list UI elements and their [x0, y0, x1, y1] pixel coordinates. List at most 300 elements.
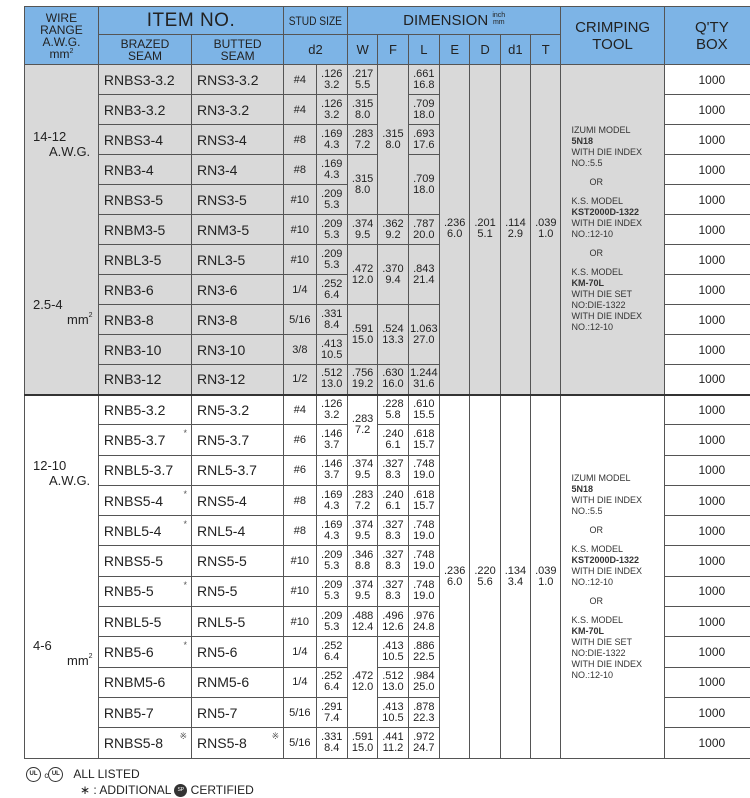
dim-inch: .496 [382, 609, 404, 622]
dim-mm: 5.3 [324, 228, 340, 241]
dim-f [378, 607, 408, 637]
qty-per-box: 1000 [664, 607, 750, 637]
dim-mm: 18.0 [413, 183, 435, 196]
dim-inch: .972 [413, 730, 435, 743]
header-text: BUTTED [213, 36, 262, 51]
dim-w [347, 637, 377, 728]
header-text: A.W.G. [42, 34, 81, 49]
dim-w [347, 365, 377, 395]
qty-per-box: 1000 [664, 65, 750, 95]
dim-f [378, 245, 408, 305]
dim-f [378, 576, 408, 606]
dim-inch: .370 [382, 262, 404, 275]
or-text: OR [589, 595, 603, 606]
tool-name: KM-70L [571, 625, 604, 636]
dim-mm: 15.7 [413, 438, 435, 451]
dim-mm: 3.2 [324, 408, 340, 421]
dim-inch: .252 [321, 640, 343, 653]
part-number: RNB3-8 [103, 311, 154, 328]
stud-size-header [284, 7, 348, 35]
header-text: SEAM [127, 48, 162, 63]
mm-range [33, 638, 93, 668]
tool-detail: NO.:5.5 [571, 158, 603, 169]
dim-value [413, 69, 434, 91]
dim-mm: 27.0 [413, 333, 435, 346]
crimping-tool-header [561, 7, 664, 65]
unit-mm: mm [492, 19, 505, 26]
dim-inch: .114 [505, 217, 526, 230]
header-text: mm [49, 46, 70, 61]
dim-mm: 18.0 [413, 108, 435, 121]
qty-per-box: 1000 [664, 185, 750, 215]
crimping-tool-cell [561, 395, 664, 759]
ul-logo-icon: UL [26, 767, 41, 782]
dim-value [352, 368, 373, 390]
dim-mm: 15.0 [351, 741, 374, 754]
stud-size: #8 [284, 485, 316, 515]
stud-size: 1/2 [284, 365, 316, 395]
dim-inch: .209 [321, 579, 343, 592]
dim-inch: 1.244 [410, 367, 438, 380]
tool-detail: WITH DIE INDEX [571, 147, 642, 158]
part-number: RNBS3-4 [103, 131, 164, 148]
dim-mm: 4.3 [324, 168, 340, 181]
dim-mm: 10.5 [382, 651, 404, 664]
butted-seam-part [192, 95, 284, 125]
stud-size: #4 [284, 395, 316, 425]
dim-value [535, 566, 556, 588]
part-number: RNS5-8 [197, 734, 247, 751]
butted-seam-part [192, 485, 284, 515]
or-text: OR [589, 524, 603, 535]
brazed-seam-part [98, 697, 191, 727]
brazed-seam-part [98, 395, 191, 425]
mark-icon: ※ [271, 731, 280, 742]
dim-value [413, 732, 434, 754]
dim-inch: .591 [351, 730, 374, 743]
part-number: RNB5-3.7 [103, 431, 166, 448]
qty-per-box: 1000 [664, 546, 750, 576]
dim-inch: .441 [382, 730, 404, 743]
dim-value [321, 429, 342, 451]
dim-mm: 6.4 [324, 288, 340, 301]
dim-inch: .236 [443, 564, 466, 577]
header-text: WIRE [45, 10, 78, 25]
dim-l [408, 125, 439, 155]
dim-f [378, 546, 408, 576]
stud-size: 5/16 [284, 305, 316, 335]
dim-mm: 19.2 [351, 378, 374, 391]
dim-mm: 8.8 [354, 560, 371, 573]
dim-inch: .748 [413, 579, 435, 592]
mark-icon: * [183, 519, 188, 530]
d2-value [316, 395, 347, 425]
dim-mm: 7.4 [324, 711, 340, 724]
dim-w [347, 485, 377, 515]
brazed-seam-part [98, 485, 191, 515]
stud-size: #10 [284, 215, 316, 245]
dim-value [352, 611, 373, 633]
part-number: RN3-10 [197, 341, 246, 358]
dim-inch: .618 [413, 488, 435, 501]
dim-l [408, 667, 439, 697]
header-text: CRIMPING [575, 18, 651, 36]
d2-value [316, 576, 347, 606]
dim-l [408, 395, 439, 425]
dim-value [352, 69, 373, 91]
brazed-seam-part [98, 607, 191, 637]
dim-value [413, 671, 434, 693]
dim-inch: .362 [382, 217, 404, 230]
dim-value [382, 702, 403, 724]
stud-size: 1/4 [284, 637, 316, 667]
part-number: RNB3-10 [103, 341, 162, 358]
stud-size: #6 [284, 425, 316, 455]
tool-detail: NO.:12-10 [571, 229, 613, 240]
dim-mm: 21.4 [413, 273, 435, 286]
qty-per-box: 1000 [664, 728, 750, 758]
dim-inch: .488 [351, 609, 374, 622]
stud-size: #8 [284, 125, 316, 155]
dim-mm: 16.0 [382, 378, 404, 391]
dim-value [321, 368, 342, 390]
dim-d [470, 65, 500, 395]
d2-value [316, 516, 347, 546]
col-header-f: F [378, 35, 408, 65]
dim-l [408, 728, 439, 758]
stud-size: #4 [284, 65, 316, 95]
part-number: RNBM5-6 [103, 674, 166, 691]
dim-l [408, 516, 439, 546]
awg-unit: A.W.G. [49, 472, 91, 488]
brazed-seam-part [98, 215, 191, 245]
additional-line [26, 783, 254, 797]
stud-size: 5/16 [284, 697, 316, 727]
mark-icon: * [183, 640, 188, 651]
butted-seam-part [192, 395, 284, 425]
dim-inch: .327 [382, 518, 404, 531]
tool-name: 5N18 [571, 136, 593, 147]
dim-mm: 12.4 [351, 620, 374, 633]
qty-per-box: 1000 [664, 365, 750, 395]
dim-inch: .756 [351, 367, 374, 380]
butted-seam-part [192, 335, 284, 365]
dim-mm: 12.0 [351, 273, 374, 286]
dim-value [382, 611, 403, 633]
brazed-seam-header [98, 35, 191, 65]
section-12-10-awg [25, 395, 750, 759]
mm-range [33, 297, 93, 327]
dim-mm: 3.2 [324, 78, 340, 91]
dim-mm: 24.8 [413, 620, 435, 633]
dim-mm: 19.0 [413, 590, 435, 603]
dim-t [531, 395, 561, 759]
wire-range-cell [25, 395, 99, 759]
brazed-seam-part [98, 65, 191, 95]
dim-f [378, 637, 408, 667]
d2-value [316, 425, 347, 455]
dim-mm: 1.0 [538, 575, 554, 588]
stud-size: #10 [284, 546, 316, 576]
dimension-header [347, 7, 561, 35]
d2-value [316, 365, 347, 395]
tool-detail: NO.:12-10 [571, 576, 613, 587]
dim-inch: .169 [321, 157, 343, 170]
dim-value [352, 174, 373, 196]
dim-value [321, 159, 342, 181]
dim-value [352, 129, 373, 151]
dim-inch: .610 [413, 397, 435, 410]
section-14-12-awg [25, 65, 750, 395]
tool-model: K.S. MODEL [571, 543, 623, 554]
d2-value [316, 607, 347, 637]
mark-icon: ※ [179, 731, 188, 742]
dim-value [321, 520, 342, 542]
dim-inch: .327 [382, 458, 404, 471]
part-number: RNS3-5 [197, 191, 247, 208]
dim-mm: 3.2 [324, 108, 340, 121]
part-number: RNB3-6 [103, 281, 154, 298]
mm-unit: mm [67, 652, 89, 668]
dim-inch: .240 [382, 488, 404, 501]
awg-range [33, 129, 90, 159]
dim-l [408, 455, 439, 485]
dim-value [382, 459, 403, 481]
d2-value [316, 95, 347, 125]
brazed-seam-part [98, 637, 191, 667]
butted-seam-part [192, 728, 284, 758]
spec-table [24, 6, 750, 759]
dim-inch: .618 [413, 427, 435, 440]
dim-value [413, 429, 434, 451]
tool-detail: NO:DIE-1322 [571, 647, 626, 658]
dim-inch: .661 [413, 67, 435, 80]
d2-value [316, 667, 347, 697]
dim-mm: 10.5 [321, 348, 343, 361]
dim-mm: 8.3 [385, 529, 401, 542]
dim-value [474, 566, 495, 588]
dim-inch: .327 [382, 549, 404, 562]
certified-text: CERTIFIED [190, 783, 254, 797]
dim-value [321, 69, 342, 91]
dim-inch: .346 [351, 549, 374, 562]
dim-l [408, 95, 439, 125]
dim-f [378, 65, 408, 215]
dim-mm: 9.2 [385, 228, 401, 241]
dim-value [382, 219, 403, 241]
dim-inch: .169 [321, 127, 343, 140]
dim-inch: .126 [321, 67, 343, 80]
dim-f [378, 455, 408, 485]
dim-value [535, 218, 556, 240]
col-header-w: W [347, 35, 377, 65]
dim-mm: 9.5 [354, 590, 371, 603]
dim-mm: 5.3 [324, 258, 340, 271]
stud-size: 3/8 [284, 335, 316, 365]
dim-f [378, 728, 408, 758]
table-row [25, 395, 750, 425]
dim-mm: 4.3 [324, 138, 340, 151]
dim-value [382, 324, 403, 346]
brazed-seam-part [98, 728, 191, 758]
superscript: 2 [69, 47, 74, 55]
butted-seam-part [192, 245, 284, 275]
dim-l [408, 485, 439, 515]
part-number: RNBS5-5 [103, 553, 164, 570]
dim-inch: .472 [351, 262, 374, 275]
tool-detail: WITH DIE INDEX [571, 218, 642, 229]
dim-inch: .630 [382, 367, 404, 380]
dim-mm: 19.0 [413, 529, 435, 542]
part-number: RNL5-3.7 [197, 462, 257, 479]
dim-inch: .413 [382, 640, 404, 653]
dim-mm: 5.3 [324, 198, 340, 211]
table-row [25, 65, 750, 95]
qty-per-box: 1000 [664, 637, 750, 667]
butted-seam-part [192, 365, 284, 395]
dim-inch: .146 [321, 427, 343, 440]
dim-inch: .472 [351, 670, 374, 683]
dim-value [352, 324, 373, 346]
dim-mm: 6.1 [385, 499, 401, 512]
brazed-seam-part [98, 455, 191, 485]
dim-inch: .126 [321, 97, 343, 110]
col-header-t: T [531, 35, 561, 65]
tool-name: KST2000D-1322 [571, 554, 639, 565]
butted-seam-part [192, 275, 284, 305]
dim-mm: 6.0 [447, 228, 463, 241]
butted-seam-part [192, 516, 284, 546]
dim-l [408, 65, 439, 95]
dim-mm: 15.5 [413, 408, 435, 421]
dim-value [444, 218, 465, 240]
dim-value [321, 732, 342, 754]
dim-value [321, 309, 342, 331]
part-number: RNB3-12 [103, 371, 162, 388]
part-number: RNBS3-3.2 [103, 71, 175, 88]
dim-w [347, 305, 377, 365]
dim-mm: 9.5 [354, 529, 371, 542]
dim-inch: .209 [321, 549, 343, 562]
d2-value [316, 215, 347, 245]
wire-range-cell [25, 65, 99, 395]
butted-seam-part [192, 215, 284, 245]
dim-inch: .984 [413, 670, 435, 683]
dim-mm: 5.8 [385, 408, 401, 421]
part-number: RNS3-4 [197, 131, 247, 148]
brazed-seam-part [98, 365, 191, 395]
dim-f [378, 667, 408, 697]
dim-value [382, 580, 403, 602]
dim-l [408, 245, 439, 305]
brazed-seam-part [98, 275, 191, 305]
dim-mm: 5.3 [324, 620, 340, 633]
listing-line [26, 767, 254, 783]
qty-per-box: 1000 [664, 425, 750, 455]
dim-value [382, 429, 403, 451]
dim-value [410, 324, 438, 346]
tool-model: IZUMI MODEL [571, 125, 631, 136]
dim-inch: .886 [413, 640, 435, 653]
brazed-seam-part [98, 125, 191, 155]
dim-inch: .236 [443, 217, 466, 230]
dim-value [352, 520, 373, 542]
dim-mm: 8.3 [385, 469, 401, 482]
dim-value [382, 129, 403, 151]
qty-per-box: 1000 [664, 335, 750, 365]
dim-mm: 8.4 [324, 741, 340, 754]
part-number: RNM3-5 [197, 221, 250, 238]
dim-value [352, 264, 373, 286]
butted-seam-part [192, 637, 284, 667]
dim-inch: .512 [382, 670, 404, 683]
d2-value [316, 335, 347, 365]
unit-inch: inch [492, 12, 506, 19]
header-text: SEAM [220, 48, 255, 63]
dim-inch: .252 [321, 670, 343, 683]
part-number: RNB5-3.2 [103, 401, 166, 418]
dim-mm: 19.0 [413, 560, 435, 573]
dim-t [531, 65, 561, 395]
dim-value [382, 671, 403, 693]
dim-mm: 5.3 [324, 560, 340, 573]
dim-mm: 20.0 [413, 228, 435, 241]
brazed-seam-part [98, 95, 191, 125]
qty-per-box: 1000 [664, 305, 750, 335]
brazed-seam-part [98, 245, 191, 275]
tool-detail: WITH DIE INDEX [571, 494, 642, 505]
part-number: RNM5-6 [197, 674, 250, 691]
part-number: RN5-3.7 [197, 431, 250, 448]
dim-value [352, 414, 373, 436]
stud-size: 1/4 [284, 275, 316, 305]
qty-per-box: 1000 [664, 95, 750, 125]
dim-w [347, 395, 377, 456]
dim-inch: 1.063 [410, 322, 438, 335]
dim-value [413, 641, 434, 663]
butted-seam-part [192, 576, 284, 606]
qty-per-box: 1000 [664, 485, 750, 515]
d2-value [316, 697, 347, 727]
d2-value [316, 155, 347, 185]
tool-detail: WITH DIE SET [571, 636, 632, 647]
dim-mm: 13.3 [382, 333, 404, 346]
dim-inch: .134 [504, 564, 527, 577]
dim-inch: .126 [321, 397, 343, 410]
dim-w [347, 65, 377, 95]
dim-inch: .315 [351, 172, 374, 185]
dim-mm: 24.7 [413, 741, 435, 754]
d2-value [316, 728, 347, 758]
dim-value [413, 520, 434, 542]
dim-value [413, 550, 434, 572]
part-number: RNBL3-5 [103, 251, 162, 268]
superscript: 2 [88, 652, 93, 660]
qty-per-box: 1000 [664, 576, 750, 606]
dim-mm: 31.6 [413, 378, 435, 391]
part-number: RN3-3.2 [197, 101, 250, 118]
dim-value [321, 611, 342, 633]
stud-size: 1/4 [284, 667, 316, 697]
or-text: OR [589, 248, 603, 259]
mark-icon: * [183, 579, 188, 590]
dim-mm: 6.1 [385, 438, 401, 451]
dim-inch: .709 [413, 97, 435, 110]
d2-value [316, 455, 347, 485]
dim-inch: .748 [413, 518, 435, 531]
crimping-tool-cell [561, 65, 664, 395]
dim-value [382, 550, 403, 572]
